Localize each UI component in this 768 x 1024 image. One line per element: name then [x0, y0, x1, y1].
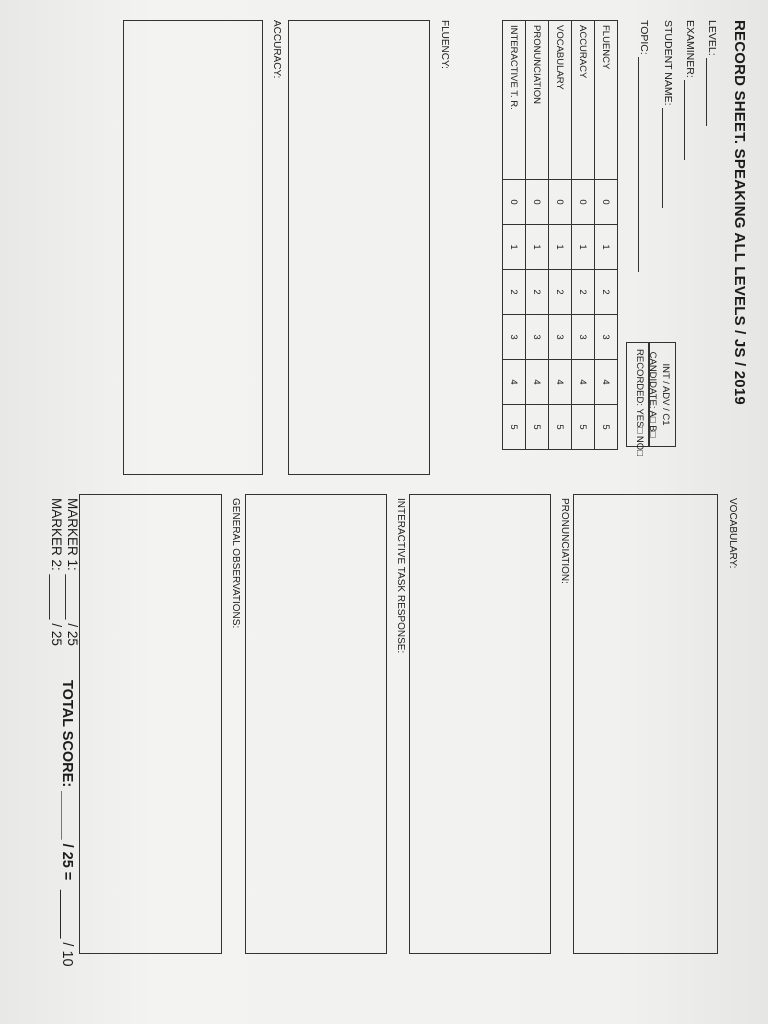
score-cell[interactable]: 4 — [503, 360, 526, 405]
score-cell[interactable]: 4 — [595, 360, 618, 405]
score-cell[interactable]: 4 — [549, 360, 572, 405]
level-line[interactable] — [706, 58, 707, 126]
accuracy-label: ACCURACY: — [271, 20, 282, 79]
observations-box[interactable] — [79, 494, 222, 954]
marker-1-score[interactable]: MARKER 1: ______ / 25 — [65, 498, 80, 646]
score-row-interactive — [503, 21, 526, 450]
vocabulary-box[interactable] — [573, 494, 718, 954]
total-score[interactable]: TOTAL SCORE: ______ / 25 = — [59, 680, 75, 881]
total-score-out-of-10[interactable]: ______ / 10 — [59, 890, 75, 967]
score-cell[interactable]: 2 — [549, 270, 572, 315]
examiner-label: EXAMINER: — [684, 20, 696, 78]
level-field — [706, 20, 718, 126]
row-label: INTERACTIVE T. R. — [503, 21, 526, 180]
score-cell[interactable]: 5 — [503, 405, 526, 450]
recorded-box[interactable]: RECORDED: YES□ NO□ — [626, 342, 650, 447]
score-cell[interactable]: 4 — [572, 360, 595, 405]
fluency-box[interactable] — [288, 20, 430, 475]
interactive-box[interactable] — [245, 494, 387, 954]
pronunciation-label: PRONUNCIATION: — [559, 498, 570, 584]
score-cell[interactable]: 3 — [503, 315, 526, 360]
score-cell[interactable]: 1 — [526, 225, 549, 270]
student-name-label: STUDENT NAME: — [662, 20, 674, 106]
candidate-box — [648, 342, 676, 447]
topic-field — [638, 20, 650, 272]
topic-label: TOPIC: — [638, 20, 650, 55]
topic-line[interactable] — [638, 57, 639, 272]
row-label: ACCURACY — [572, 21, 595, 180]
score-cell[interactable]: 5 — [549, 405, 572, 450]
score-cell[interactable]: 3 — [595, 315, 618, 360]
score-row-pronunciation — [526, 21, 549, 450]
score-row-accuracy — [572, 21, 595, 450]
score-cell[interactable]: 3 — [549, 315, 572, 360]
score-cell[interactable]: 3 — [572, 315, 595, 360]
levels-text: INT / ADV / C1 — [660, 363, 671, 426]
score-cell[interactable]: 0 — [595, 180, 618, 225]
score-table — [502, 20, 618, 450]
score-cell[interactable]: 0 — [503, 180, 526, 225]
score-cell[interactable]: 2 — [595, 270, 618, 315]
score-cell[interactable]: 0 — [526, 180, 549, 225]
row-label: FLUENCY — [595, 21, 618, 180]
score-cell[interactable]: 5 — [526, 405, 549, 450]
accuracy-box[interactable] — [123, 20, 263, 475]
score-cell[interactable]: 4 — [526, 360, 549, 405]
fluency-label: FLUENCY: — [439, 20, 450, 69]
pronunciation-box[interactable] — [409, 494, 551, 954]
score-cell[interactable]: 1 — [549, 225, 572, 270]
score-cell[interactable]: 0 — [572, 180, 595, 225]
score-row-vocabulary — [549, 21, 572, 450]
score-cell[interactable]: 5 — [572, 405, 595, 450]
score-cell[interactable]: 2 — [572, 270, 595, 315]
score-cell[interactable]: 1 — [503, 225, 526, 270]
interactive-label: INTERACTIVE TASK RESPONSE: — [395, 498, 406, 654]
row-label: VOCABULARY — [549, 21, 572, 180]
examiner-line[interactable] — [684, 80, 685, 160]
score-cell[interactable]: 1 — [572, 225, 595, 270]
student-name-field — [662, 20, 674, 208]
score-cell[interactable]: 1 — [595, 225, 618, 270]
score-cell[interactable]: 3 — [526, 315, 549, 360]
observations-label: GENERAL OBSERVATIONS: — [230, 498, 241, 629]
examiner-field — [684, 20, 696, 160]
level-label: LEVEL: — [706, 20, 718, 56]
score-cell[interactable]: 2 — [526, 270, 549, 315]
candidate-option[interactable]: CANDIDATE: A□ B□ — [647, 351, 658, 438]
row-label: PRONUNCIATION — [526, 21, 549, 180]
score-cell[interactable]: 5 — [595, 405, 618, 450]
marker-2-score[interactable]: MARKER 2: ______ / 25 — [49, 498, 64, 646]
sheet-title: RECORD SHEET. SPEAKING ALL LEVELS / JS / 2019 — [731, 20, 748, 405]
score-row-fluency — [595, 21, 618, 450]
vocabulary-label: VOCABULARY: — [727, 498, 738, 569]
score-cell[interactable]: 2 — [503, 270, 526, 315]
score-cell[interactable]: 0 — [549, 180, 572, 225]
student-name-line[interactable] — [662, 108, 663, 208]
